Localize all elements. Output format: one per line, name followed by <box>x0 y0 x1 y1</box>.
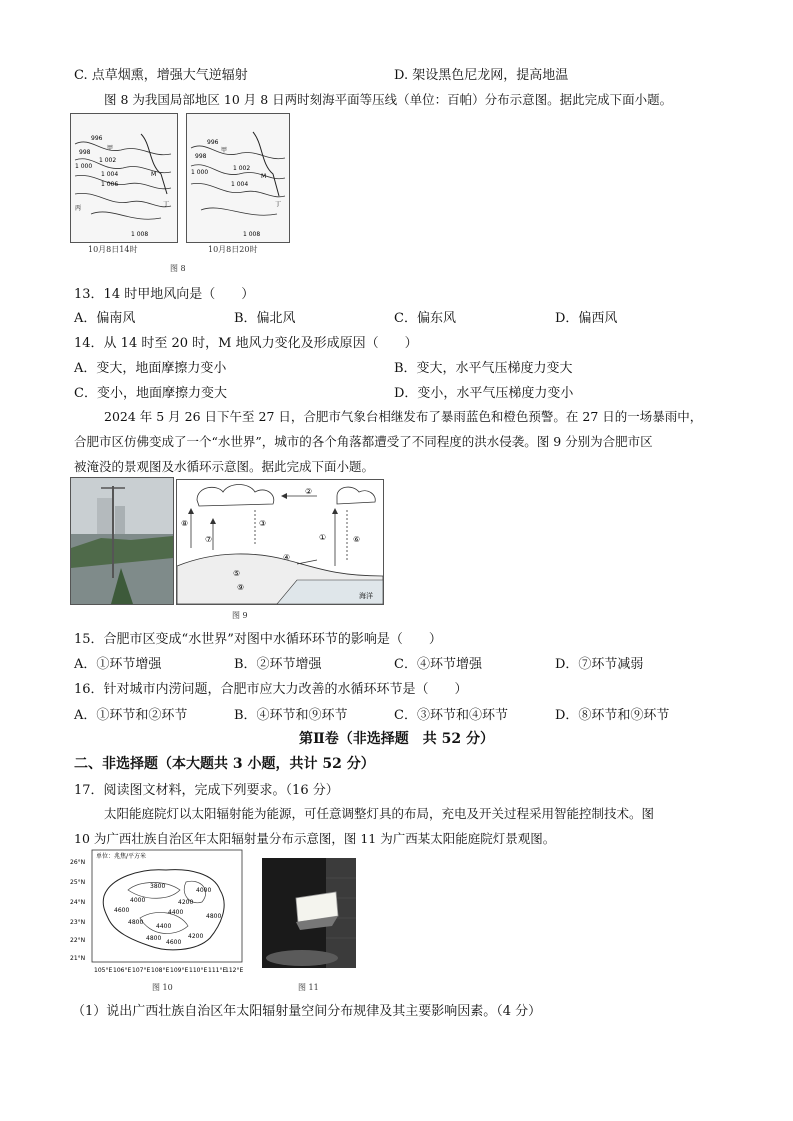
isobar-label: 1 002 <box>99 157 117 164</box>
lon-tick: 110°E <box>189 967 208 974</box>
location-label-ding: 丁 <box>275 201 282 208</box>
fig8-caption: 图 8 <box>170 264 186 273</box>
label-8: ⑧ <box>181 519 189 528</box>
fig10-caption: 图 10 <box>152 983 173 992</box>
q14-option-b[interactable]: B．变大，水平气压梯度力变大 <box>394 361 573 376</box>
fig10-radiation-map <box>70 846 246 974</box>
q13-option-a[interactable]: A．偏南风 <box>74 311 136 326</box>
isobar-label: 1 008 <box>131 231 149 238</box>
sea-label: 海洋 <box>359 592 373 600</box>
fig9-water-cycle <box>176 479 384 605</box>
q16-option-a[interactable]: A．①环节和②环节 <box>74 708 188 723</box>
location-label-jia: 甲 <box>221 147 228 154</box>
lon-tick: 108°E <box>151 967 170 974</box>
lon-tick: 107°E <box>132 967 151 974</box>
label-1: ① <box>319 533 327 542</box>
passage-line-3: 被淹没的景观图及水循环示意图。据此完成下面小题。 <box>74 459 375 474</box>
section2-title: 二、非选择题（本大题共 3 小题，共计 52 分） <box>74 756 375 772</box>
label-9: ⑨ <box>237 583 245 592</box>
fig8-map-left <box>70 113 178 243</box>
location-label-ding: 丁 <box>163 201 170 208</box>
q15-option-d[interactable]: D．⑦环节减弱 <box>555 657 644 672</box>
isobar-label: 996 <box>207 139 219 146</box>
q17-para-2: 10 为广西壮族自治区年太阳辐射量分布示意图，图 11 为广西某太阳能庭院灯景观图。 <box>74 831 556 846</box>
flood-photo-illustration <box>71 478 173 604</box>
q17-para-1: 太阳能庭院灯以太阳辐射能为能源，可任意调整灯具的布局，充电及开关过程采用智能控制技术。图 <box>104 806 655 821</box>
fig9-caption: 图 9 <box>232 611 248 620</box>
q15-option-b[interactable]: B．②环节增强 <box>234 657 322 672</box>
fig9-flood-photo <box>70 477 174 605</box>
contour-label: 4600 <box>166 939 182 946</box>
contour-label: 4800 <box>206 913 222 920</box>
isobar-label: 1 006 <box>101 181 119 188</box>
water-cycle-diagram <box>177 480 383 604</box>
contour-label: 4600 <box>114 907 130 914</box>
lat-tick: 22°N <box>70 937 86 944</box>
label-3: ③ <box>259 519 267 528</box>
fig8-left-time: 10月8日14时 <box>88 245 138 254</box>
contour-label: 4800 <box>128 919 144 926</box>
q17-sub1: （1）说出广西壮族自治区年太阳辐射量空间分布规律及其主要影响因素。（4 分） <box>72 1004 542 1019</box>
lon-tick: 105°E <box>94 967 113 974</box>
part2-title: 第Ⅱ卷（非选择题 共 52 分） <box>298 731 495 747</box>
contour-label: 3800 <box>150 883 166 890</box>
isobar-label: 1 002 <box>233 165 251 172</box>
fig8-map-right <box>186 113 290 243</box>
isobar-label: 998 <box>79 149 91 156</box>
label-5: ⑤ <box>233 569 241 578</box>
isobar-label: 1 000 <box>191 169 209 176</box>
solar-lamp-illustration <box>262 858 356 968</box>
unit-label: 单位：兆焦/平方米 <box>96 853 147 860</box>
passage-line-2: 合肥市区仿佛变成了一个“水世界”，城市的各个角落都遭受了不同程度的洪水侵袭。图 9 分别为合肥市区 <box>74 434 653 449</box>
label-2: ② <box>305 487 313 496</box>
q13-option-c[interactable]: C．偏东风 <box>394 311 456 326</box>
fig8-right-time: 10月8日20时 <box>208 245 258 254</box>
contour-label: 4400 <box>156 923 172 930</box>
q16-option-c[interactable]: C．③环节和④环节 <box>394 708 508 723</box>
radiation-map <box>70 846 246 974</box>
q16-option-d[interactable]: D．⑧环节和⑨环节 <box>555 708 670 723</box>
option-c-prev: C. 点草烟熏，增强大气逆辐射 <box>74 68 248 83</box>
q15-option-c[interactable]: C．④环节增强 <box>394 657 482 672</box>
q16-option-b[interactable]: B．④环节和⑨环节 <box>234 708 348 723</box>
contour-label: 4200 <box>188 933 204 940</box>
label-6: ⑥ <box>353 535 361 544</box>
lat-tick: 23°N <box>70 919 86 926</box>
q14-option-a[interactable]: A．变大，地面摩擦力变小 <box>74 361 227 376</box>
passage-line-1: 2024 年 5 月 26 日下午至 27 日，合肥市气象台相继发布了暴雨蓝色和橙色预警。在 27 日的一场暴雨中， <box>104 409 703 424</box>
q15-option-a[interactable]: A．①环节增强 <box>74 657 162 672</box>
contour-label: 4400 <box>168 909 184 916</box>
contour-label: 4000 <box>196 887 212 894</box>
label-7: ⑦ <box>205 535 213 544</box>
label-4: ④ <box>283 553 291 562</box>
lat-tick: 25°N <box>70 879 86 886</box>
q14-option-d[interactable]: D．变小，水平气压梯度力变小 <box>394 386 574 401</box>
contour-label: 4200 <box>178 899 194 906</box>
q17-stem: 17．阅读图文材料，完成下列要求。（16 分） <box>74 783 339 798</box>
lon-tick: 111°E <box>208 967 227 974</box>
isobar-label: 1 004 <box>231 181 249 188</box>
lat-tick: 24°N <box>70 899 86 906</box>
q13-option-b[interactable]: B．偏北风 <box>234 311 296 326</box>
lon-tick: 106°E <box>113 967 132 974</box>
fig11-caption: 图 11 <box>298 983 319 992</box>
isobar-map-left <box>71 114 177 242</box>
option-d-prev: D. 架设黑色尼龙网，提高地温 <box>394 68 569 83</box>
fig8-intro: 图 8 为我国局部地区 10 月 8 日两时刻海平面等压线（单位：百帕）分布示意图。据此完成下面小题。 <box>104 92 673 107</box>
isobar-label: 998 <box>195 153 207 160</box>
isobar-map-right <box>187 114 289 242</box>
location-label-m: M <box>151 171 157 178</box>
location-label-m: M <box>261 173 267 180</box>
isobar-label: 996 <box>91 135 103 142</box>
q16-stem: 16．针对城市内涝问题，合肥市应大力改善的水循环环节是（ ） <box>74 682 468 697</box>
q13-option-d[interactable]: D．偏西风 <box>555 311 618 326</box>
q14-stem: 14．从 14 时至 20 时，M 地风力变化及形成原因（ ） <box>74 336 418 351</box>
contour-label: 4000 <box>130 897 146 904</box>
q15-stem: 15．合肥市区变成“水世界”对图中水循环环节的影响是（ ） <box>74 632 442 647</box>
lon-tick: 112°E <box>225 967 244 974</box>
location-label-jia: 甲 <box>107 145 114 152</box>
lon-tick: 109°E <box>170 967 189 974</box>
q14-option-c[interactable]: C．变小，地面摩擦力变大 <box>74 386 227 401</box>
fig11-lamp-photo <box>262 858 356 968</box>
isobar-label: 1 000 <box>75 163 93 170</box>
lat-tick: 21°N <box>70 955 86 962</box>
location-label-bing: 丙 <box>75 205 82 212</box>
q13-stem: 13．14 时甲地风向是（ ） <box>74 287 255 302</box>
lat-tick: 26°N <box>70 859 86 866</box>
isobar-label: 1 008 <box>243 231 261 238</box>
contour-label: 4800 <box>146 935 162 942</box>
isobar-label: 1 004 <box>101 171 119 178</box>
